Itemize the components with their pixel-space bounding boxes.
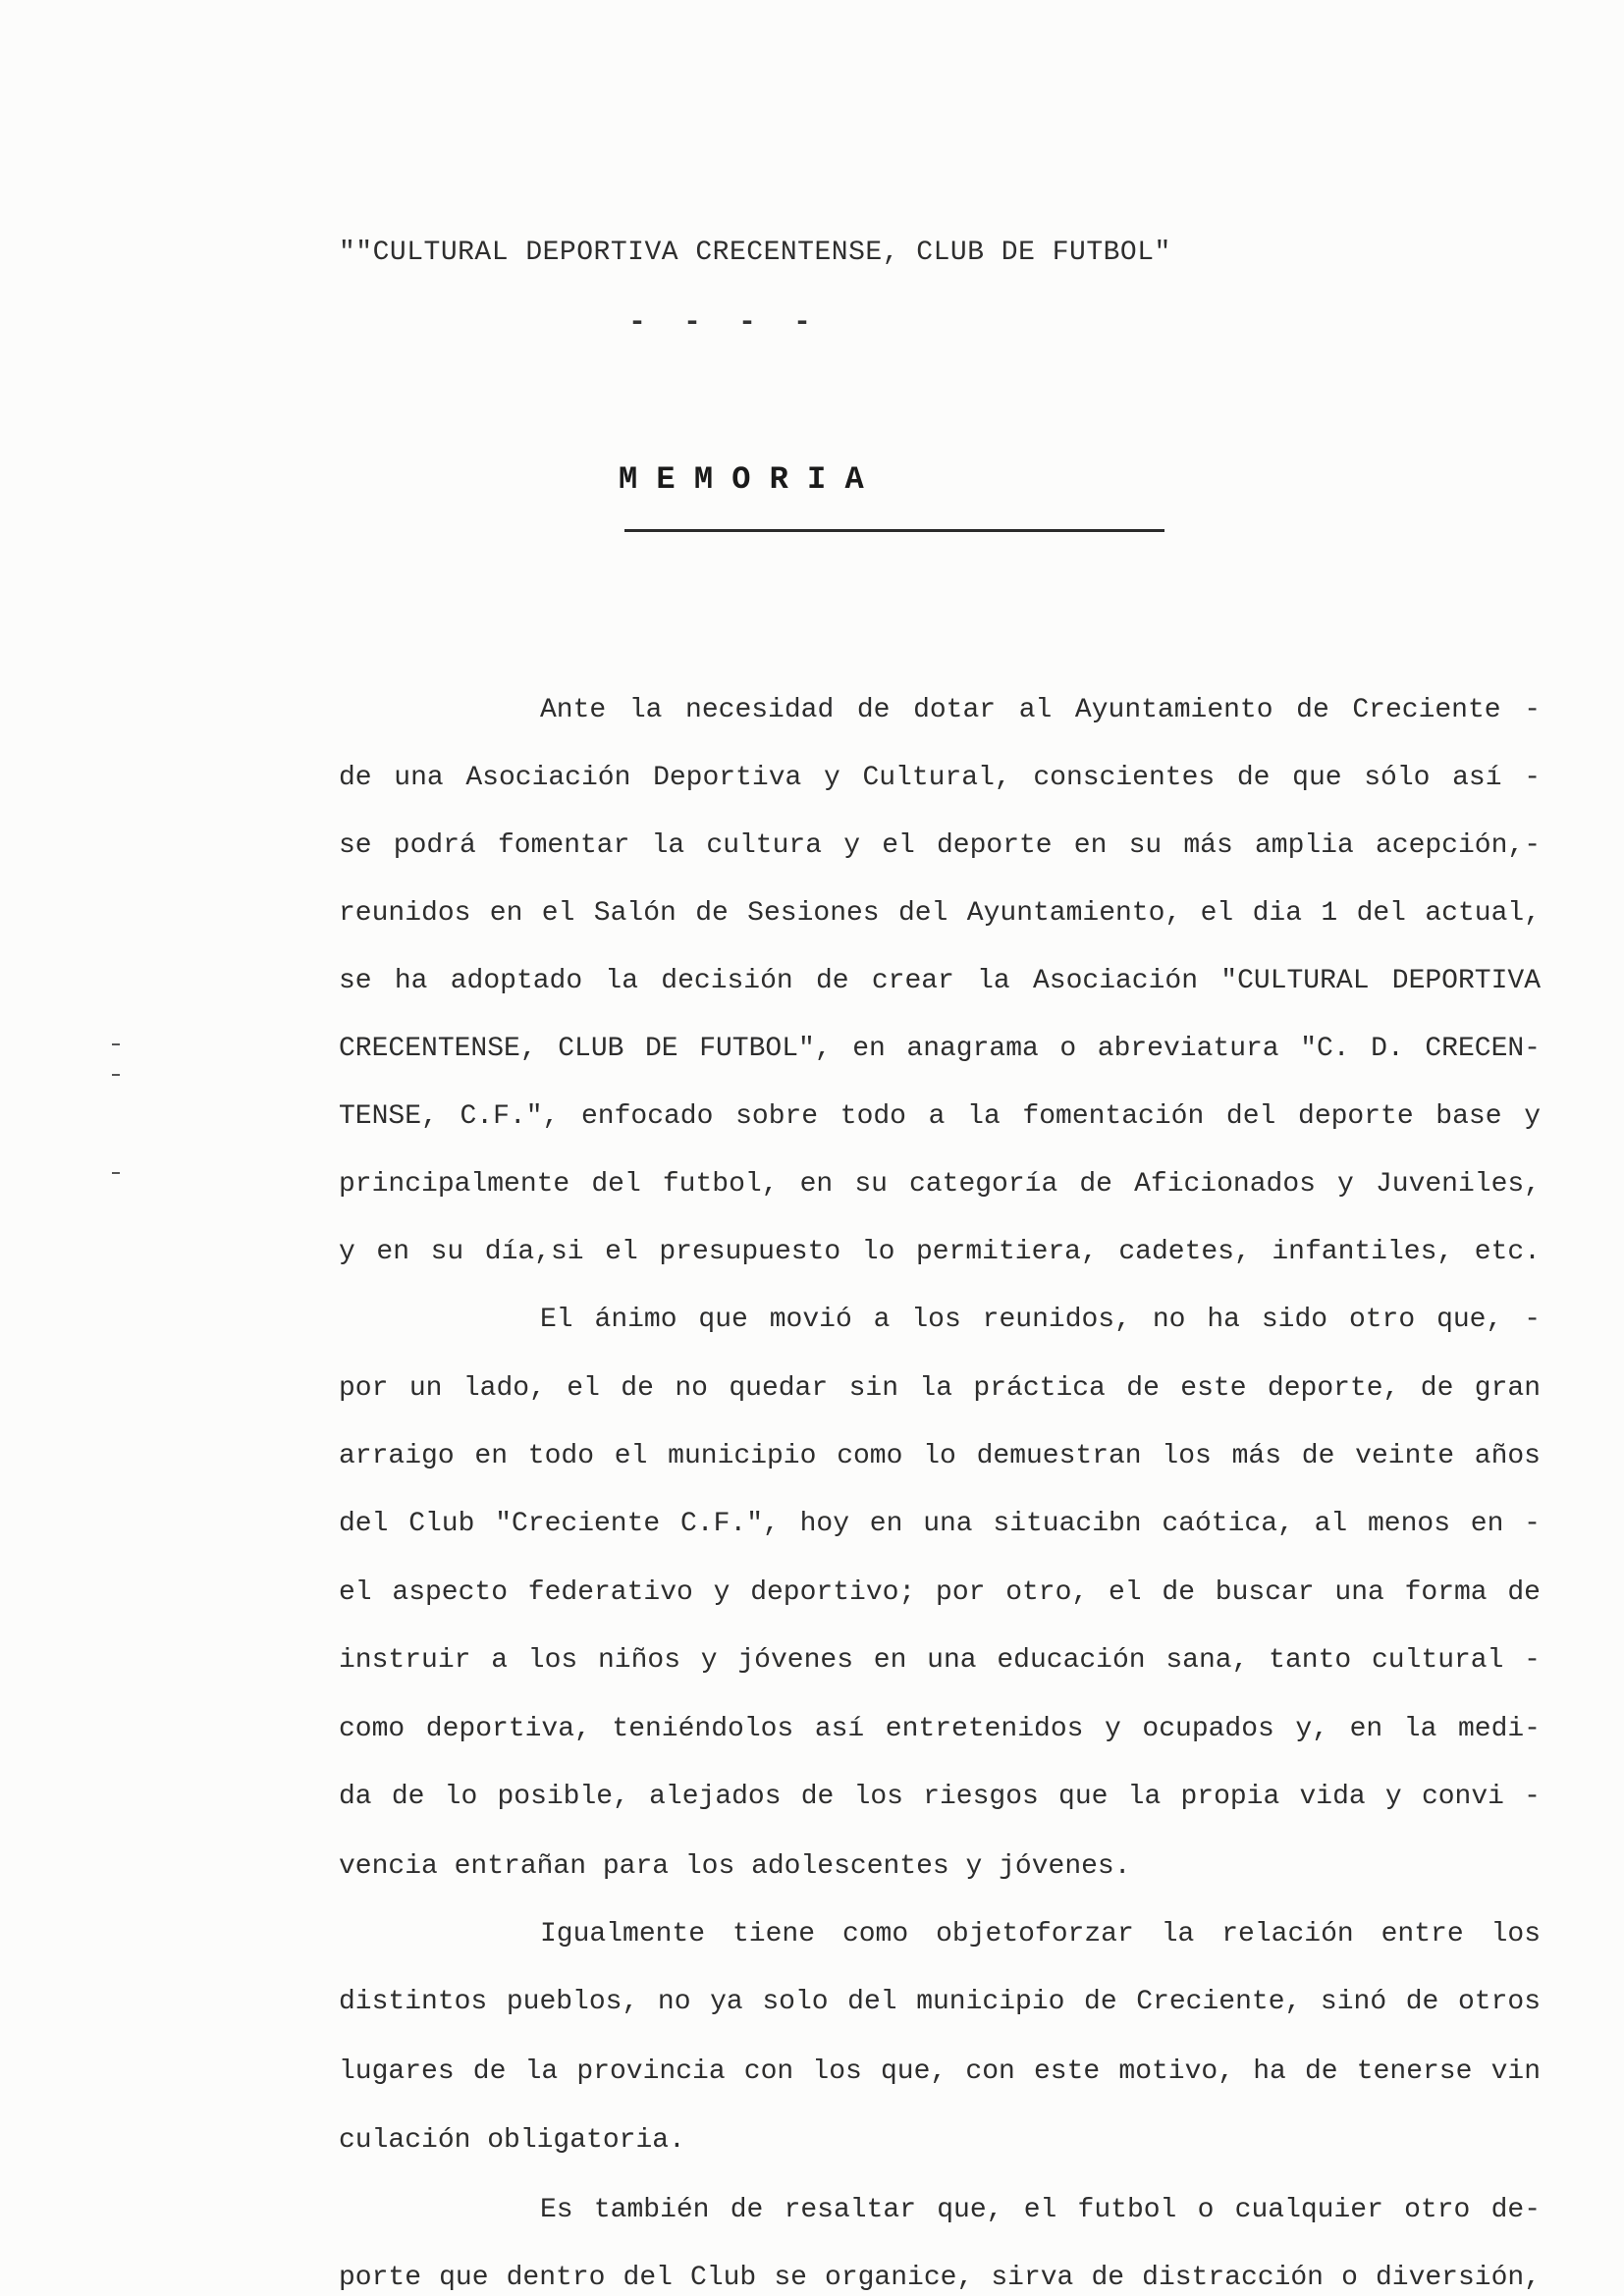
body-line: se ha adoptado la decisión de crear la Asociación "CULTURAL DEPORTIVA [339, 966, 1541, 996]
body-line: El ánimo que movió a los reunidos, no ha sido otro que, - [540, 1305, 1541, 1335]
title-underline [624, 529, 1164, 532]
body-line: y en su día,si el presupuesto lo permitiera, cadetes, infantiles, etc. [339, 1237, 1541, 1267]
document-title: M E M O R I A [619, 461, 864, 498]
body-line: Es también de resaltar que, el futbol o cualquier otro de- [540, 2195, 1541, 2225]
body-line: principalmente del futbol, en su categoría de Aficionados y Juveniles, [339, 1169, 1541, 1200]
body-line: lugares de la provincia con los que, con este motivo, ha de tenerse vin [339, 2056, 1541, 2087]
body-line: da de lo posible, alejados de los riesgos que la propia vida y convi - [339, 1782, 1541, 1812]
body-line: el aspecto federativo y deportivo; por otro, el de buscar una forma de [339, 1577, 1541, 1608]
body-line: CRECENTENSE, CLUB DE FUTBOL", en anagrama o abreviatura "C. D. CRECEN- [339, 1034, 1541, 1064]
body-line: culación obligatoria. [339, 2125, 685, 2156]
body-line: reunidos en el Salón de Sesiones del Ayuntamiento, el dia 1 del actual, [339, 898, 1541, 929]
body-line: instruir a los niños y jóvenes en una educación sana, tanto cultural - [339, 1645, 1541, 1676]
body-line: como deportiva, teniéndolos así entretenidos y ocupados y, en la medi- [339, 1714, 1541, 1744]
body-line: del Club "Creciente C.F.", hoy en una situacibn caótica, al menos en - [339, 1509, 1541, 1539]
body-line: se podrá fomentar la cultura y el deporte en su más amplia acepción,- [339, 830, 1541, 861]
body-line: Ante la necesidad de dotar al Ayuntamiento de Creciente - [540, 695, 1541, 725]
body-line: arraigo en todo el municipio como lo demuestran los más de veinte años [339, 1441, 1541, 1471]
body-line: Igualmente tiene como objetoforzar la relación entre los [540, 1919, 1541, 1949]
body-line: vencia entrañan para los adolescentes y jóvenes. [339, 1851, 1131, 1882]
header-dashes: - - - - [628, 306, 822, 340]
body-line: TENSE, C.F.", enfocado sobre todo a la fomentación del deporte base y [339, 1101, 1541, 1132]
margin-mark [112, 1172, 120, 1174]
body-line: distintos pueblos, no ya solo del municipio de Creciente, sinó de otros [339, 1987, 1541, 2017]
body-line: por un lado, el de no quedar sin la práctica de este deporte, de gran [339, 1373, 1541, 1404]
margin-mark [112, 1043, 120, 1045]
margin-mark [112, 1074, 120, 1076]
body-line: de una Asociación Deportiva y Cultural, conscientes de que sólo así - [339, 763, 1541, 793]
document-header: ""CULTURAL DEPORTIVA CRECENTENSE, CLUB DE FUTBOL" [339, 238, 1171, 268]
body-line: porte que dentro del Club se organice, sirva de distracción o diversión, [339, 2263, 1541, 2293]
